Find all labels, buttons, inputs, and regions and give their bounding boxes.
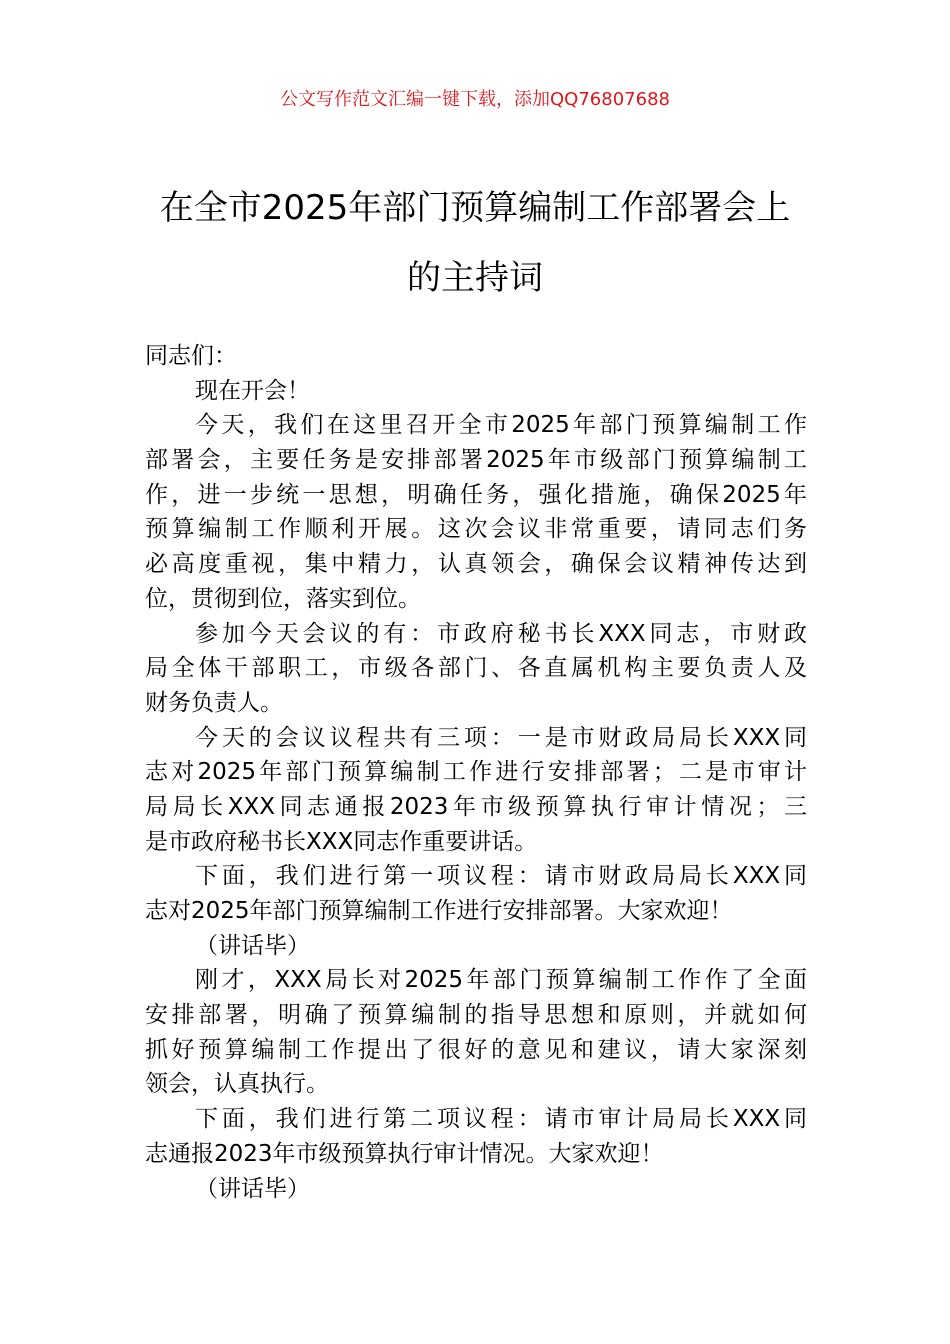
- text-line: 志通报2023年市级预算执行审计情况。大家欢迎！: [145, 1140, 664, 1167]
- paragraph: [145, 929, 807, 964]
- text-line: 今天的会议议程共有三项：一是市财政局局长XXX同: [195, 724, 807, 751]
- text-line: （讲话毕）: [195, 932, 310, 959]
- text-line: 领会，认真执行。: [145, 1071, 329, 1098]
- paragraph: [145, 339, 807, 374]
- text-line: 下面，我们进行第二项议程：请市审计局局长XXX同: [195, 1106, 807, 1133]
- watermark-banner: 公文写作范文汇编一键下载，添加QQ76807688: [280, 89, 670, 110]
- text-line: 志对2025年部门预算编制工作进行安排部署。大家欢迎！: [145, 898, 733, 924]
- document-body: [145, 339, 807, 1206]
- text-line: 局全体干部职工，市级各部门、各直属机构主要负责人及: [145, 655, 807, 682]
- text-line: 局局长XXX同志通报2023年市级预算执行审计情况；三: [145, 793, 807, 820]
- text-line: （讲话毕）: [195, 1175, 310, 1202]
- text-line: 今天，我们在这里召开全市2025年部门预算编制工作: [195, 412, 807, 439]
- paragraph: [145, 721, 807, 860]
- paragraph: [145, 1102, 807, 1171]
- text-line: 同志们：: [145, 343, 237, 369]
- paragraph: [145, 859, 807, 928]
- text-line: 下面，我们进行第一项议程：请市财政局局长XXX同: [195, 863, 807, 890]
- text-line: 预算编制工作顺利开展。这次会议非常重要，请同志们务: [145, 516, 807, 543]
- document-title-line-1: 在全市2025年部门预算编制工作部署会上: [159, 188, 791, 228]
- text-line: 是市政府秘书长XXX同志作重要讲话。: [145, 828, 538, 855]
- document-title-line-2: 的主持词: [407, 258, 543, 298]
- text-line: 刚才，XXX局长对2025年部门预算编制工作作了全面: [195, 967, 807, 994]
- paragraph: [145, 408, 807, 616]
- text-line: 现在开会！: [195, 377, 310, 404]
- text-line: 抓好预算编制工作提出了很好的意见和建议，请大家深刻: [145, 1036, 807, 1063]
- text-line: 安排部署，明确了预算编制的指导思想和原则，并就如何: [145, 1002, 807, 1029]
- text-line: 必高度重视，集中精力，认真领会，确保会议精神传达到: [145, 551, 807, 578]
- text-line: 部署会，主要任务是安排部署2025年市级部门预算编制工: [145, 447, 807, 474]
- text-line: 位，贯彻到位，落实到位。: [145, 585, 421, 612]
- text-line: 参加今天会议的有：市政府秘书长XXX同志，市财政: [195, 620, 807, 647]
- text-line: 志对2025年部门预算编制工作进行安排部署；二是市审计: [145, 759, 807, 786]
- text-line: 财务负责人。: [145, 689, 283, 716]
- text-line: 作，进一步统一思想，明确任务，强化措施，确保2025年: [145, 481, 807, 508]
- paragraph: [145, 617, 807, 721]
- paragraph: [145, 374, 807, 409]
- paragraph: [145, 963, 807, 1102]
- paragraph: [145, 1172, 807, 1207]
